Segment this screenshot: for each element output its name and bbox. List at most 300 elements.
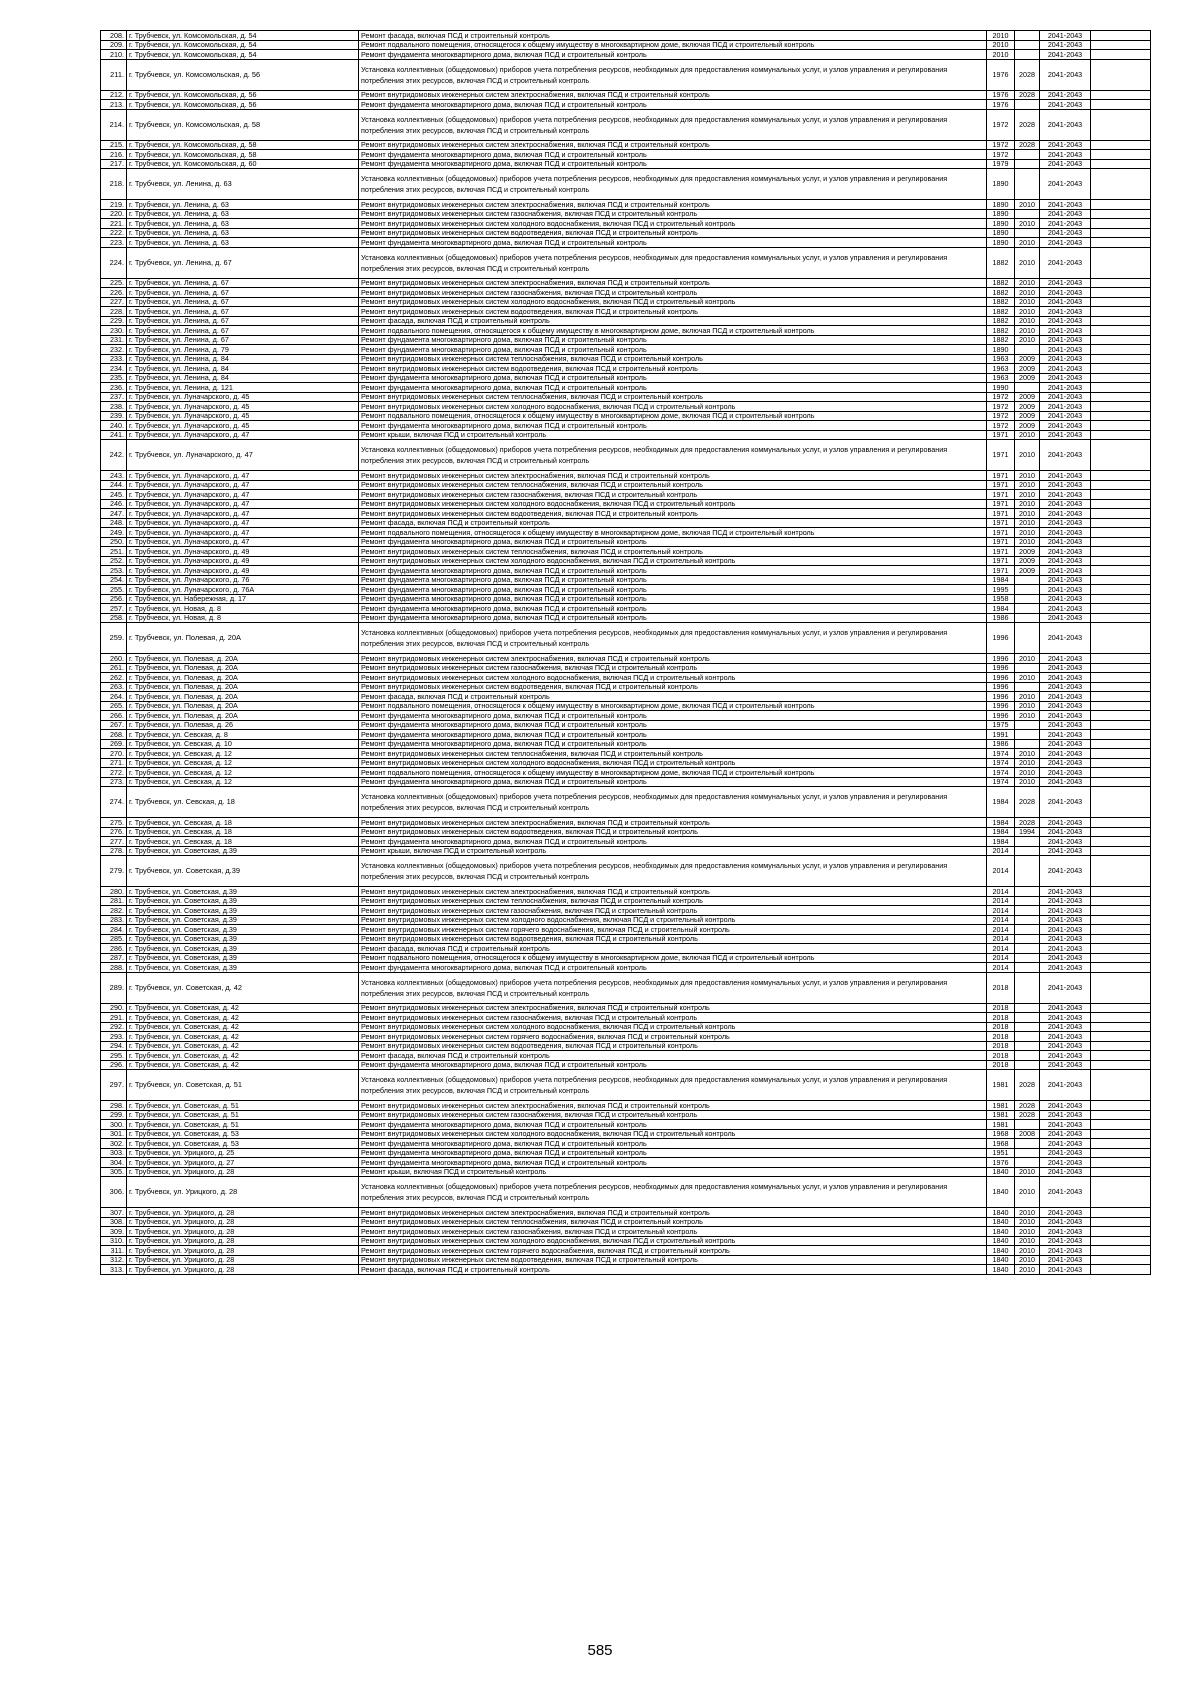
row-last-repair-year: 2028 <box>1015 1101 1040 1111</box>
row-number: 312. <box>101 1255 127 1265</box>
row-address: г. Трубчевск, ул. Севская, д. 12 <box>127 749 359 759</box>
row-address: г. Трубчевск, ул. Ленина, д. 63 <box>127 209 359 219</box>
row-address: г. Трубчевск, ул. Советская, д.39 <box>127 925 359 935</box>
row-empty-cell <box>1091 159 1151 169</box>
row-number: 257. <box>101 604 127 614</box>
row-planned-period: 2041-2043 <box>1040 90 1091 100</box>
row-work-type: Ремонт подвального помещения, относящегося к общему имуществу в многоквартирном доме, включая ПСД и строительный контроль <box>359 701 987 711</box>
row-work-type: Ремонт внутридомовых инженерных систем холодного водоснабжения, включая ПСД и строительный контроль <box>359 915 987 925</box>
row-last-repair-year <box>1015 682 1040 692</box>
table-body <box>101 31 1151 1275</box>
row-commission-year: 1974 <box>987 768 1015 778</box>
row-planned-period: 2041-2043 <box>1040 150 1091 160</box>
row-last-repair-year: 2010 <box>1015 777 1040 787</box>
table-row <box>101 1217 1151 1227</box>
row-planned-period: 2041-2043 <box>1040 1032 1091 1042</box>
table-row <box>101 440 1151 471</box>
row-planned-period: 2041-2043 <box>1040 575 1091 585</box>
row-last-repair-year: 2010 <box>1015 509 1040 519</box>
row-commission-year: 2014 <box>987 896 1015 906</box>
row-planned-period: 2041-2043 <box>1040 1265 1091 1275</box>
row-address: г. Трубчевск, ул. Севская, д. 12 <box>127 758 359 768</box>
row-commission-year: 1840 <box>987 1236 1015 1246</box>
row-commission-year: 1975 <box>987 720 1015 730</box>
row-address: г. Трубчевск, ул. Луначарского, д. 47 <box>127 490 359 500</box>
row-number: 291. <box>101 1013 127 1023</box>
row-last-repair-year: 2010 <box>1015 238 1040 248</box>
row-commission-year: 1890 <box>987 345 1015 355</box>
table-row <box>101 228 1151 238</box>
row-last-repair-year: 2010 <box>1015 297 1040 307</box>
row-empty-cell <box>1091 1051 1151 1061</box>
row-number: 296. <box>101 1060 127 1070</box>
row-work-type: Ремонт крыши, включая ПСД и строительный контроль <box>359 1167 987 1177</box>
row-number: 276. <box>101 827 127 837</box>
row-commission-year: 1972 <box>987 411 1015 421</box>
row-empty-cell <box>1091 730 1151 740</box>
row-work-type: Ремонт подвального помещения, относящегося к общему имуществу в многоквартирном доме, включая ПСД и строительный контроль <box>359 768 987 778</box>
row-work-type: Ремонт фундамента многоквартирного дома, включая ПСД и строительный контроль <box>359 1139 987 1149</box>
row-empty-cell <box>1091 31 1151 41</box>
table-row <box>101 509 1151 519</box>
row-empty-cell <box>1091 90 1151 100</box>
row-address: г. Трубчевск, ул. Луначарского, д. 49 <box>127 547 359 557</box>
row-planned-period: 2041-2043 <box>1040 547 1091 557</box>
row-empty-cell <box>1091 480 1151 490</box>
row-commission-year: 2014 <box>987 925 1015 935</box>
table-row <box>101 430 1151 440</box>
row-work-type: Ремонт фундамента многоквартирного дома, включая ПСД и строительный контроль <box>359 238 987 248</box>
row-number: 238. <box>101 402 127 412</box>
row-planned-period: 2041-2043 <box>1040 1217 1091 1227</box>
row-empty-cell <box>1091 288 1151 298</box>
row-commission-year: 2010 <box>987 50 1015 60</box>
row-work-type: Ремонт внутридомовых инженерных систем газоснабжения, включая ПСД и строительный контроль <box>359 1227 987 1237</box>
row-last-repair-year <box>1015 1060 1040 1070</box>
row-work-type: Ремонт подвального помещения, относящегося к общему имуществу в многоквартирном доме, включая ПСД и строительный контроль <box>359 528 987 538</box>
table-row <box>101 1032 1151 1042</box>
row-work-type: Ремонт внутридомовых инженерных систем электроснабжения, включая ПСД и строительный контроль <box>359 471 987 481</box>
row-address: г. Трубчевск, ул. Советская, д.39 <box>127 944 359 954</box>
row-empty-cell <box>1091 673 1151 683</box>
row-address: г. Трубчевск, ул. Луначарского, д. 76А <box>127 585 359 595</box>
row-last-repair-year <box>1015 739 1040 749</box>
row-empty-cell <box>1091 1208 1151 1218</box>
row-number: 209. <box>101 40 127 50</box>
row-empty-cell <box>1091 307 1151 317</box>
row-last-repair-year: 2010 <box>1015 335 1040 345</box>
row-commission-year: 1981 <box>987 1120 1015 1130</box>
row-commission-year: 1882 <box>987 335 1015 345</box>
row-number: 253. <box>101 566 127 576</box>
row-last-repair-year: 2009 <box>1015 392 1040 402</box>
row-address: г. Трубчевск, ул. Севская, д. 18 <box>127 837 359 847</box>
row-planned-period: 2041-2043 <box>1040 846 1091 856</box>
row-address: г. Трубчевск, ул. Урицкого, д. 27 <box>127 1158 359 1168</box>
row-work-type: Ремонт фундамента многоквартирного дома, включая ПСД и строительный контроль <box>359 777 987 787</box>
row-address: г. Трубчевск, ул. Луначарского, д. 47 <box>127 471 359 481</box>
row-planned-period: 2041-2043 <box>1040 31 1091 41</box>
row-empty-cell <box>1091 219 1151 229</box>
row-last-repair-year: 2010 <box>1015 749 1040 759</box>
row-planned-period: 2041-2043 <box>1040 411 1091 421</box>
row-last-repair-year: 2010 <box>1015 326 1040 336</box>
row-last-repair-year <box>1015 934 1040 944</box>
row-planned-period: 2041-2043 <box>1040 654 1091 664</box>
row-number: 265. <box>101 701 127 711</box>
row-planned-period: 2041-2043 <box>1040 837 1091 847</box>
row-last-repair-year: 2009 <box>1015 556 1040 566</box>
row-last-repair-year <box>1015 345 1040 355</box>
row-empty-cell <box>1091 663 1151 673</box>
row-planned-period: 2041-2043 <box>1040 335 1091 345</box>
row-address: г. Трубчевск, ул. Полевая, д. 20А <box>127 692 359 702</box>
row-work-type: Установка коллективных (общедомовых) приборов учета потребления ресурсов, необходимых для предоставления коммунальных услуг, и узлов управления и регулирования потребления этих ресурсов, включая ПСД и строительный контроль <box>359 109 987 140</box>
table-row <box>101 613 1151 623</box>
table-row <box>101 247 1151 278</box>
row-number: 255. <box>101 585 127 595</box>
row-number: 289. <box>101 972 127 1003</box>
row-work-type: Установка коллективных (общедомовых) приборов учета потребления ресурсов, необходимых для предоставления коммунальных услуг, и узлов управления и регулирования потребления этих ресурсов, включая ПСД и строительный контроль <box>359 1177 987 1208</box>
row-address: г. Трубчевск, ул. Комсомольская, д. 54 <box>127 40 359 50</box>
row-work-type: Ремонт внутридомовых инженерных систем водоотведения, включая ПСД и строительный контроль <box>359 364 987 374</box>
row-empty-cell <box>1091 1101 1151 1111</box>
row-address: г. Трубчевск, ул. Луначарского, д. 45 <box>127 411 359 421</box>
row-address: г. Трубчевск, ул. Урицкого, д. 28 <box>127 1217 359 1227</box>
row-planned-period: 2041-2043 <box>1040 896 1091 906</box>
row-last-repair-year <box>1015 1032 1040 1042</box>
row-empty-cell <box>1091 768 1151 778</box>
row-commission-year: 1979 <box>987 159 1015 169</box>
table-row <box>101 547 1151 557</box>
table-row <box>101 50 1151 60</box>
row-planned-period: 2041-2043 <box>1040 768 1091 778</box>
row-address: г. Трубчевск, ул. Советская, д. 53 <box>127 1139 359 1149</box>
table-row <box>101 887 1151 897</box>
row-planned-period: 2041-2043 <box>1040 613 1091 623</box>
row-number: 240. <box>101 421 127 431</box>
row-commission-year: 2014 <box>987 846 1015 856</box>
table-row <box>101 411 1151 421</box>
table-row <box>101 953 1151 963</box>
row-last-repair-year: 2010 <box>1015 200 1040 210</box>
row-number: 211. <box>101 59 127 90</box>
row-empty-cell <box>1091 1070 1151 1101</box>
row-work-type: Ремонт внутридомовых инженерных систем водоотведения, включая ПСД и строительный контроль <box>359 827 987 837</box>
row-last-repair-year: 2009 <box>1015 373 1040 383</box>
row-empty-cell <box>1091 316 1151 326</box>
row-planned-period: 2041-2043 <box>1040 972 1091 1003</box>
row-commission-year: 1996 <box>987 673 1015 683</box>
row-address: г. Трубчевск, ул. Комсомольская, д. 56 <box>127 59 359 90</box>
row-number: 228. <box>101 307 127 317</box>
row-commission-year: 1984 <box>987 837 1015 847</box>
row-address: г. Трубчевск, ул. Луначарского, д. 45 <box>127 392 359 402</box>
table-row <box>101 749 1151 759</box>
row-number: 212. <box>101 90 127 100</box>
row-work-type: Ремонт внутридомовых инженерных систем теплоснабжения, включая ПСД и строительный контроль <box>359 749 987 759</box>
row-empty-cell <box>1091 682 1151 692</box>
row-commission-year: 2014 <box>987 953 1015 963</box>
row-work-type: Ремонт фундамента многоквартирного дома, включая ПСД и строительный контроль <box>359 159 987 169</box>
row-empty-cell <box>1091 1022 1151 1032</box>
row-planned-period: 2041-2043 <box>1040 430 1091 440</box>
row-number: 259. <box>101 623 127 654</box>
row-commission-year: 1968 <box>987 1139 1015 1149</box>
row-planned-period: 2041-2043 <box>1040 59 1091 90</box>
row-planned-period: 2041-2043 <box>1040 856 1091 887</box>
row-work-type: Ремонт фундамента многоквартирного дома, включая ПСД и строительный контроль <box>359 963 987 973</box>
table-row <box>101 604 1151 614</box>
row-last-repair-year <box>1015 1139 1040 1149</box>
row-planned-period: 2041-2043 <box>1040 711 1091 721</box>
row-commission-year: 1971 <box>987 480 1015 490</box>
row-last-repair-year <box>1015 100 1040 110</box>
row-planned-period: 2041-2043 <box>1040 777 1091 787</box>
row-number: 267. <box>101 720 127 730</box>
row-work-type: Ремонт внутридомовых инженерных систем водоотведения, включая ПСД и строительный контроль <box>359 1041 987 1051</box>
row-last-repair-year: 2010 <box>1015 711 1040 721</box>
row-number: 236. <box>101 383 127 393</box>
row-last-repair-year <box>1015 1013 1040 1023</box>
row-commission-year: 1976 <box>987 1158 1015 1168</box>
row-empty-cell <box>1091 701 1151 711</box>
row-empty-cell <box>1091 1167 1151 1177</box>
row-work-type: Ремонт фундамента многоквартирного дома, включая ПСД и строительный контроль <box>359 100 987 110</box>
row-commission-year: 1972 <box>987 140 1015 150</box>
row-number: 295. <box>101 1051 127 1061</box>
row-address: г. Трубчевск, ул. Ленина, д. 67 <box>127 326 359 336</box>
row-last-repair-year <box>1015 159 1040 169</box>
table-row <box>101 1265 1151 1275</box>
row-commission-year: 2018 <box>987 972 1015 1003</box>
row-commission-year: 1984 <box>987 827 1015 837</box>
row-address: г. Трубчевск, ул. Советская, д.39 <box>127 906 359 916</box>
row-planned-period: 2041-2043 <box>1040 509 1091 519</box>
row-empty-cell <box>1091 50 1151 60</box>
row-work-type: Ремонт фундамента многоквартирного дома, включая ПСД и строительный контроль <box>359 537 987 547</box>
row-number: 281. <box>101 896 127 906</box>
row-planned-period: 2041-2043 <box>1040 1227 1091 1237</box>
row-empty-cell <box>1091 827 1151 837</box>
row-address: г. Трубчевск, ул. Советская, д. 51 <box>127 1101 359 1111</box>
row-number: 288. <box>101 963 127 973</box>
row-empty-cell <box>1091 818 1151 828</box>
row-address: г. Трубчевск, ул. Комсомольская, д. 60 <box>127 159 359 169</box>
table-row <box>101 200 1151 210</box>
row-number: 298. <box>101 1101 127 1111</box>
row-address: г. Трубчевск, ул. Комсомольская, д. 58 <box>127 140 359 150</box>
row-empty-cell <box>1091 692 1151 702</box>
table-row <box>101 1246 1151 1256</box>
table-row <box>101 1208 1151 1218</box>
row-number: 208. <box>101 31 127 41</box>
row-number: 270. <box>101 749 127 759</box>
row-last-repair-year: 2010 <box>1015 440 1040 471</box>
row-number: 313. <box>101 1265 127 1275</box>
table-row <box>101 1129 1151 1139</box>
table-row <box>101 1120 1151 1130</box>
row-last-repair-year: 2010 <box>1015 316 1040 326</box>
row-address: г. Трубчевск, ул. Полевая, д. 20А <box>127 701 359 711</box>
row-number: 235. <box>101 373 127 383</box>
row-empty-cell <box>1091 654 1151 664</box>
row-number: 304. <box>101 1158 127 1168</box>
row-work-type: Ремонт крыши, включая ПСД и строительный контроль <box>359 846 987 856</box>
row-number: 261. <box>101 663 127 673</box>
row-commission-year: 1890 <box>987 228 1015 238</box>
row-number: 218. <box>101 169 127 200</box>
row-planned-period: 2041-2043 <box>1040 925 1091 935</box>
row-empty-cell <box>1091 1120 1151 1130</box>
row-work-type: Ремонт фундамента многоквартирного дома, включая ПСД и строительный контроль <box>359 1158 987 1168</box>
row-empty-cell <box>1091 896 1151 906</box>
row-work-type: Ремонт фасада, включая ПСД и строительный контроль <box>359 1051 987 1061</box>
row-work-type: Ремонт внутридомовых инженерных систем водоотведения, включая ПСД и строительный контроль <box>359 934 987 944</box>
row-work-type: Ремонт фундамента многоквартирного дома, включая ПСД и строительный контроль <box>359 373 987 383</box>
row-empty-cell <box>1091 720 1151 730</box>
table-row <box>101 471 1151 481</box>
row-number: 282. <box>101 906 127 916</box>
row-empty-cell <box>1091 925 1151 935</box>
row-work-type: Ремонт фундамента многоквартирного дома, включая ПСД и строительный контроль <box>359 566 987 576</box>
row-planned-period: 2041-2043 <box>1040 392 1091 402</box>
row-work-type: Установка коллективных (общедомовых) приборов учета потребления ресурсов, необходимых для предоставления коммунальных услуг, и узлов управления и регулирования потребления этих ресурсов, включая ПСД и строительный контроль <box>359 169 987 200</box>
row-commission-year: 1996 <box>987 692 1015 702</box>
row-number: 277. <box>101 837 127 847</box>
row-empty-cell <box>1091 402 1151 412</box>
table-row <box>101 100 1151 110</box>
row-planned-period: 2041-2043 <box>1040 906 1091 916</box>
row-commission-year: 1976 <box>987 100 1015 110</box>
row-last-repair-year <box>1015 40 1040 50</box>
row-planned-period: 2041-2043 <box>1040 1041 1091 1051</box>
row-work-type: Ремонт фундамента многоквартирного дома, включая ПСД и строительный контроль <box>359 1060 987 1070</box>
row-address: г. Трубчевск, ул. Полевая, д. 20А <box>127 682 359 692</box>
row-number: 243. <box>101 471 127 481</box>
row-last-repair-year <box>1015 906 1040 916</box>
row-commission-year: 1972 <box>987 402 1015 412</box>
row-work-type: Ремонт фасада, включая ПСД и строительный контроль <box>359 316 987 326</box>
row-commission-year: 1974 <box>987 749 1015 759</box>
table-row <box>101 1148 1151 1158</box>
row-commission-year: 2018 <box>987 1013 1015 1023</box>
row-work-type: Установка коллективных (общедомовых) приборов учета потребления ресурсов, необходимых для предоставления коммунальных услуг, и узлов управления и регулирования потребления этих ресурсов, включая ПСД и строительный контроль <box>359 972 987 1003</box>
row-address: г. Трубчевск, ул. Комсомольская, д. 54 <box>127 31 359 41</box>
row-last-repair-year <box>1015 663 1040 673</box>
row-planned-period: 2041-2043 <box>1040 604 1091 614</box>
row-commission-year: 2018 <box>987 1060 1015 1070</box>
row-planned-period: 2041-2043 <box>1040 228 1091 238</box>
row-commission-year: 2014 <box>987 915 1015 925</box>
row-address: г. Трубчевск, ул. Советская, д.39 <box>127 846 359 856</box>
capital-repair-table <box>100 30 1151 1275</box>
row-planned-period: 2041-2043 <box>1040 787 1091 818</box>
table-row <box>101 701 1151 711</box>
row-planned-period: 2041-2043 <box>1040 749 1091 759</box>
table-row <box>101 972 1151 1003</box>
row-commission-year: 2014 <box>987 944 1015 954</box>
row-planned-period: 2041-2043 <box>1040 109 1091 140</box>
row-work-type: Ремонт фундамента многоквартирного дома, включая ПСД и строительный контроль <box>359 837 987 847</box>
row-commission-year: 1996 <box>987 623 1015 654</box>
row-last-repair-year <box>1015 846 1040 856</box>
row-empty-cell <box>1091 594 1151 604</box>
row-number: 216. <box>101 150 127 160</box>
row-planned-period: 2041-2043 <box>1040 663 1091 673</box>
row-work-type: Ремонт внутридомовых инженерных систем холодного водоснабжения, включая ПСД и строительный контроль <box>359 402 987 412</box>
row-last-repair-year <box>1015 953 1040 963</box>
row-last-repair-year: 2010 <box>1015 518 1040 528</box>
row-commission-year: 1976 <box>987 90 1015 100</box>
table-row <box>101 846 1151 856</box>
row-work-type: Ремонт крыши, включая ПСД и строительный контроль <box>359 430 987 440</box>
row-empty-cell <box>1091 209 1151 219</box>
row-last-repair-year <box>1015 896 1040 906</box>
row-number: 252. <box>101 556 127 566</box>
table-row <box>101 1070 1151 1101</box>
row-empty-cell <box>1091 1236 1151 1246</box>
row-planned-period: 2041-2043 <box>1040 682 1091 692</box>
row-planned-period: 2041-2043 <box>1040 1003 1091 1013</box>
row-address: г. Трубчевск, ул. Урицкого, д. 28 <box>127 1167 359 1177</box>
row-empty-cell <box>1091 1148 1151 1158</box>
row-commission-year: 2018 <box>987 1003 1015 1013</box>
row-last-repair-year: 2028 <box>1015 1070 1040 1101</box>
row-number: 303. <box>101 1148 127 1158</box>
row-planned-period: 2041-2043 <box>1040 297 1091 307</box>
row-last-repair-year <box>1015 1051 1040 1061</box>
row-address: г. Трубчевск, ул. Советская, д. 42 <box>127 1013 359 1023</box>
row-last-repair-year: 2010 <box>1015 692 1040 702</box>
table-row <box>101 402 1151 412</box>
row-commission-year: 1974 <box>987 758 1015 768</box>
row-address: г. Трубчевск, ул. Ленина, д. 67 <box>127 297 359 307</box>
row-planned-period: 2041-2043 <box>1040 537 1091 547</box>
row-work-type: Ремонт внутридомовых инженерных систем электроснабжения, включая ПСД и строительный контроль <box>359 818 987 828</box>
row-planned-period: 2041-2043 <box>1040 623 1091 654</box>
row-number: 239. <box>101 411 127 421</box>
row-last-repair-year <box>1015 1120 1040 1130</box>
row-number: 262. <box>101 673 127 683</box>
row-empty-cell <box>1091 887 1151 897</box>
row-empty-cell <box>1091 59 1151 90</box>
row-planned-period: 2041-2043 <box>1040 326 1091 336</box>
row-planned-period: 2041-2043 <box>1040 373 1091 383</box>
row-work-type: Ремонт внутридомовых инженерных систем газоснабжения, включая ПСД и строительный контроль <box>359 1013 987 1023</box>
row-address: г. Трубчевск, ул. Полевая, д. 20А <box>127 711 359 721</box>
row-work-type: Ремонт внутридомовых инженерных систем теплоснабжения, включая ПСД и строительный контроль <box>359 1217 987 1227</box>
row-planned-period: 2041-2043 <box>1040 730 1091 740</box>
row-number: 227. <box>101 297 127 307</box>
row-empty-cell <box>1091 518 1151 528</box>
row-work-type: Ремонт внутридомовых инженерных систем холодного водоснабжения, включая ПСД и строительный контроль <box>359 758 987 768</box>
row-work-type: Ремонт внутридомовых инженерных систем газоснабжения, включая ПСД и строительный контроль <box>359 288 987 298</box>
row-work-type: Ремонт внутридомовых инженерных систем холодного водоснабжения, включая ПСД и строительный контроль <box>359 1236 987 1246</box>
row-number: 300. <box>101 1120 127 1130</box>
row-planned-period: 2041-2043 <box>1040 673 1091 683</box>
row-commission-year: 1963 <box>987 354 1015 364</box>
row-number: 306. <box>101 1177 127 1208</box>
row-commission-year: 1971 <box>987 566 1015 576</box>
row-number: 244. <box>101 480 127 490</box>
row-work-type: Ремонт фундамента многоквартирного дома, включая ПСД и строительный контроль <box>359 383 987 393</box>
row-work-type: Ремонт фундамента многоквартирного дома, включая ПСД и строительный контроль <box>359 739 987 749</box>
row-empty-cell <box>1091 846 1151 856</box>
row-planned-period: 2041-2043 <box>1040 1129 1091 1139</box>
table-row <box>101 1060 1151 1070</box>
row-work-type: Ремонт внутридомовых инженерных систем холодного водоснабжения, включая ПСД и строительный контроль <box>359 297 987 307</box>
